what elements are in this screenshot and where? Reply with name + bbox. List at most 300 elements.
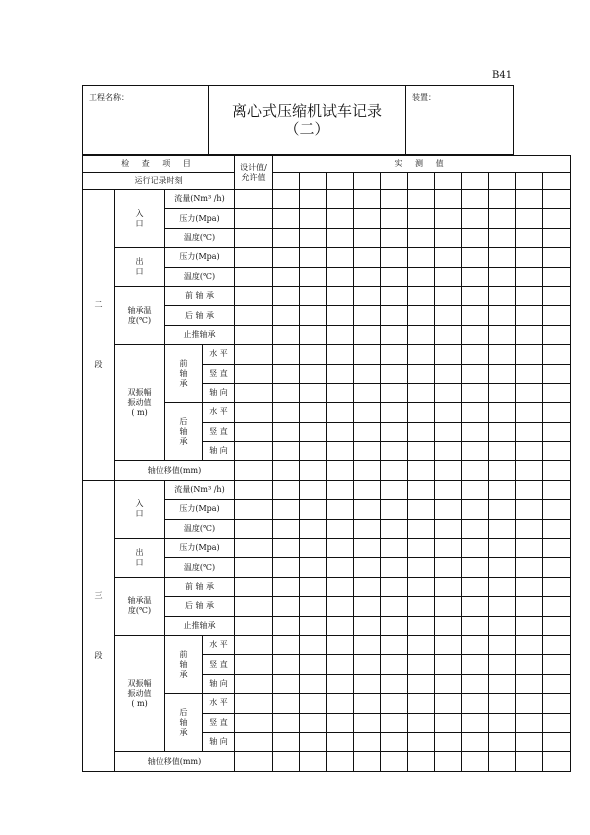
measure-cell[interactable] bbox=[435, 635, 462, 654]
measure-cell[interactable] bbox=[381, 519, 408, 538]
measure-cell[interactable] bbox=[408, 500, 435, 519]
measure-cell[interactable] bbox=[408, 442, 435, 461]
measure-cell[interactable] bbox=[381, 480, 408, 499]
measure-cell[interactable] bbox=[435, 539, 462, 558]
measure-cell[interactable] bbox=[300, 306, 327, 325]
measure-cell[interactable] bbox=[354, 461, 381, 480]
measure-cell[interactable] bbox=[408, 694, 435, 713]
measure-cell[interactable] bbox=[435, 228, 462, 247]
measure-cell[interactable] bbox=[516, 209, 543, 228]
measure-cell[interactable] bbox=[489, 635, 516, 654]
measure-cell[interactable] bbox=[327, 752, 354, 771]
measure-cell[interactable] bbox=[354, 286, 381, 305]
measure-cell[interactable] bbox=[543, 422, 571, 441]
measure-cell[interactable] bbox=[300, 694, 327, 713]
measure-cell[interactable] bbox=[435, 500, 462, 519]
measure-cell[interactable] bbox=[489, 539, 516, 558]
measure-cell[interactable] bbox=[327, 364, 354, 383]
measure-cell[interactable] bbox=[327, 713, 354, 732]
measure-cell[interactable] bbox=[300, 248, 327, 267]
measure-cell[interactable] bbox=[273, 403, 300, 422]
measure-cell[interactable] bbox=[435, 364, 462, 383]
measure-cell[interactable] bbox=[543, 442, 571, 461]
measure-cell[interactable] bbox=[543, 345, 571, 364]
measure-cell[interactable] bbox=[327, 228, 354, 247]
measure-cell[interactable] bbox=[381, 228, 408, 247]
measure-cell[interactable] bbox=[543, 539, 571, 558]
measure-cell[interactable] bbox=[543, 267, 571, 286]
measure-cell[interactable] bbox=[381, 616, 408, 635]
measure-cell[interactable] bbox=[435, 519, 462, 538]
measure-cell[interactable] bbox=[516, 461, 543, 480]
measure-cell[interactable] bbox=[273, 267, 300, 286]
measure-cell[interactable] bbox=[516, 267, 543, 286]
measure-cell[interactable] bbox=[489, 732, 516, 751]
measure-cell[interactable] bbox=[354, 500, 381, 519]
measure-cell[interactable] bbox=[235, 228, 273, 247]
measure-cell[interactable] bbox=[516, 597, 543, 616]
measure-cell[interactable] bbox=[462, 364, 489, 383]
measure-cell[interactable] bbox=[300, 674, 327, 693]
measure-cell[interactable] bbox=[327, 267, 354, 286]
measure-cell[interactable] bbox=[462, 228, 489, 247]
measure-cell[interactable] bbox=[489, 403, 516, 422]
measure-cell[interactable] bbox=[381, 674, 408, 693]
measure-cell[interactable] bbox=[300, 655, 327, 674]
measure-cell[interactable] bbox=[300, 228, 327, 247]
measure-cell[interactable] bbox=[543, 597, 571, 616]
measure-cell[interactable] bbox=[381, 752, 408, 771]
measure-cell[interactable] bbox=[462, 383, 489, 402]
measure-cell[interactable] bbox=[543, 635, 571, 654]
project-name-cell[interactable] bbox=[83, 86, 209, 154]
measure-cell[interactable] bbox=[273, 422, 300, 441]
time-cell[interactable] bbox=[273, 173, 300, 190]
measure-cell[interactable] bbox=[381, 577, 408, 596]
measure-cell[interactable] bbox=[489, 267, 516, 286]
measure-cell[interactable] bbox=[381, 635, 408, 654]
measure-cell[interactable] bbox=[489, 558, 516, 577]
measure-cell[interactable] bbox=[408, 306, 435, 325]
measure-cell[interactable] bbox=[273, 345, 300, 364]
measure-cell[interactable] bbox=[327, 558, 354, 577]
measure-cell[interactable] bbox=[300, 461, 327, 480]
measure-cell[interactable] bbox=[381, 442, 408, 461]
measure-cell[interactable] bbox=[462, 306, 489, 325]
measure-cell[interactable] bbox=[543, 577, 571, 596]
measure-cell[interactable] bbox=[516, 539, 543, 558]
measure-cell[interactable] bbox=[462, 732, 489, 751]
measure-cell[interactable] bbox=[435, 577, 462, 596]
measure-cell[interactable] bbox=[462, 422, 489, 441]
measure-cell[interactable] bbox=[327, 519, 354, 538]
measure-cell[interactable] bbox=[408, 519, 435, 538]
measure-cell[interactable] bbox=[327, 597, 354, 616]
measure-cell[interactable] bbox=[462, 577, 489, 596]
measure-cell[interactable] bbox=[543, 655, 571, 674]
measure-cell[interactable] bbox=[300, 190, 327, 209]
measure-cell[interactable] bbox=[235, 286, 273, 305]
measure-cell[interactable] bbox=[408, 616, 435, 635]
measure-cell[interactable] bbox=[235, 752, 273, 771]
measure-cell[interactable] bbox=[300, 267, 327, 286]
measure-cell[interactable] bbox=[381, 403, 408, 422]
measure-cell[interactable] bbox=[489, 519, 516, 538]
measure-cell[interactable] bbox=[543, 713, 571, 732]
measure-cell[interactable] bbox=[435, 383, 462, 402]
measure-cell[interactable] bbox=[408, 558, 435, 577]
measure-cell[interactable] bbox=[354, 616, 381, 635]
measure-cell[interactable] bbox=[327, 345, 354, 364]
measure-cell[interactable] bbox=[300, 616, 327, 635]
measure-cell[interactable] bbox=[327, 325, 354, 344]
measure-cell[interactable] bbox=[381, 461, 408, 480]
measure-cell[interactable] bbox=[354, 655, 381, 674]
measure-cell[interactable] bbox=[327, 674, 354, 693]
measure-cell[interactable] bbox=[300, 635, 327, 654]
time-cell[interactable] bbox=[354, 173, 381, 190]
measure-cell[interactable] bbox=[489, 713, 516, 732]
measure-cell[interactable] bbox=[543, 306, 571, 325]
measure-cell[interactable] bbox=[327, 383, 354, 402]
measure-cell[interactable] bbox=[516, 500, 543, 519]
measure-cell[interactable] bbox=[408, 480, 435, 499]
measure-cell[interactable] bbox=[273, 442, 300, 461]
measure-cell[interactable] bbox=[235, 732, 273, 751]
measure-cell[interactable] bbox=[354, 364, 381, 383]
measure-cell[interactable] bbox=[354, 519, 381, 538]
time-cell[interactable] bbox=[381, 173, 408, 190]
measure-cell[interactable] bbox=[516, 248, 543, 267]
measure-cell[interactable] bbox=[543, 209, 571, 228]
measure-cell[interactable] bbox=[354, 209, 381, 228]
measure-cell[interactable] bbox=[381, 597, 408, 616]
measure-cell[interactable] bbox=[516, 403, 543, 422]
measure-cell[interactable] bbox=[235, 383, 273, 402]
measure-cell[interactable] bbox=[273, 713, 300, 732]
measure-cell[interactable] bbox=[435, 422, 462, 441]
measure-cell[interactable] bbox=[273, 752, 300, 771]
measure-cell[interactable] bbox=[543, 461, 571, 480]
measure-cell[interactable] bbox=[273, 383, 300, 402]
measure-cell[interactable] bbox=[462, 500, 489, 519]
measure-cell[interactable] bbox=[435, 325, 462, 344]
measure-cell[interactable] bbox=[435, 442, 462, 461]
measure-cell[interactable] bbox=[235, 461, 273, 480]
measure-cell[interactable] bbox=[354, 422, 381, 441]
measure-cell[interactable] bbox=[273, 558, 300, 577]
measure-cell[interactable] bbox=[489, 461, 516, 480]
measure-cell[interactable] bbox=[462, 713, 489, 732]
measure-cell[interactable] bbox=[381, 655, 408, 674]
measure-cell[interactable] bbox=[489, 306, 516, 325]
measure-cell[interactable] bbox=[327, 655, 354, 674]
measure-cell[interactable] bbox=[408, 635, 435, 654]
measure-cell[interactable] bbox=[435, 403, 462, 422]
measure-cell[interactable] bbox=[300, 752, 327, 771]
measure-cell[interactable] bbox=[327, 248, 354, 267]
measure-cell[interactable] bbox=[435, 752, 462, 771]
measure-cell[interactable] bbox=[408, 248, 435, 267]
measure-cell[interactable] bbox=[543, 694, 571, 713]
time-cell[interactable] bbox=[408, 173, 435, 190]
measure-cell[interactable] bbox=[327, 306, 354, 325]
measure-cell[interactable] bbox=[462, 190, 489, 209]
measure-cell[interactable] bbox=[235, 694, 273, 713]
measure-cell[interactable] bbox=[235, 403, 273, 422]
measure-cell[interactable] bbox=[543, 519, 571, 538]
measure-cell[interactable] bbox=[273, 306, 300, 325]
measure-cell[interactable] bbox=[543, 383, 571, 402]
measure-cell[interactable] bbox=[354, 480, 381, 499]
measure-cell[interactable] bbox=[543, 480, 571, 499]
measure-cell[interactable] bbox=[381, 422, 408, 441]
measure-cell[interactable] bbox=[354, 306, 381, 325]
measure-cell[interactable] bbox=[543, 674, 571, 693]
measure-cell[interactable] bbox=[327, 461, 354, 480]
measure-cell[interactable] bbox=[408, 286, 435, 305]
measure-cell[interactable] bbox=[381, 286, 408, 305]
measure-cell[interactable] bbox=[516, 558, 543, 577]
measure-cell[interactable] bbox=[435, 597, 462, 616]
measure-cell[interactable] bbox=[381, 190, 408, 209]
measure-cell[interactable] bbox=[408, 752, 435, 771]
measure-cell[interactable] bbox=[435, 558, 462, 577]
measure-cell[interactable] bbox=[273, 694, 300, 713]
measure-cell[interactable] bbox=[300, 345, 327, 364]
measure-cell[interactable] bbox=[354, 403, 381, 422]
measure-cell[interactable] bbox=[300, 364, 327, 383]
measure-cell[interactable] bbox=[516, 752, 543, 771]
measure-cell[interactable] bbox=[543, 248, 571, 267]
time-cell[interactable] bbox=[435, 173, 462, 190]
measure-cell[interactable] bbox=[300, 286, 327, 305]
measure-cell[interactable] bbox=[235, 190, 273, 209]
measure-cell[interactable] bbox=[273, 461, 300, 480]
measure-cell[interactable] bbox=[235, 422, 273, 441]
measure-cell[interactable] bbox=[300, 597, 327, 616]
measure-cell[interactable] bbox=[516, 713, 543, 732]
measure-cell[interactable] bbox=[408, 325, 435, 344]
measure-cell[interactable] bbox=[462, 616, 489, 635]
measure-cell[interactable] bbox=[435, 209, 462, 228]
measure-cell[interactable] bbox=[543, 500, 571, 519]
measure-cell[interactable] bbox=[489, 364, 516, 383]
measure-cell[interactable] bbox=[435, 267, 462, 286]
measure-cell[interactable] bbox=[489, 345, 516, 364]
measure-cell[interactable] bbox=[435, 713, 462, 732]
measure-cell[interactable] bbox=[516, 442, 543, 461]
measure-cell[interactable] bbox=[327, 694, 354, 713]
measure-cell[interactable] bbox=[435, 248, 462, 267]
measure-cell[interactable] bbox=[273, 480, 300, 499]
measure-cell[interactable] bbox=[489, 500, 516, 519]
measure-cell[interactable] bbox=[489, 422, 516, 441]
measure-cell[interactable] bbox=[516, 674, 543, 693]
measure-cell[interactable] bbox=[435, 616, 462, 635]
measure-cell[interactable] bbox=[273, 635, 300, 654]
measure-cell[interactable] bbox=[408, 732, 435, 751]
measure-cell[interactable] bbox=[462, 461, 489, 480]
measure-cell[interactable] bbox=[354, 713, 381, 732]
measure-cell[interactable] bbox=[381, 248, 408, 267]
measure-cell[interactable] bbox=[381, 713, 408, 732]
measure-cell[interactable] bbox=[408, 190, 435, 209]
measure-cell[interactable] bbox=[408, 577, 435, 596]
measure-cell[interactable] bbox=[273, 190, 300, 209]
measure-cell[interactable] bbox=[516, 286, 543, 305]
measure-cell[interactable] bbox=[543, 228, 571, 247]
measure-cell[interactable] bbox=[408, 345, 435, 364]
measure-cell[interactable] bbox=[516, 383, 543, 402]
measure-cell[interactable] bbox=[300, 558, 327, 577]
measure-cell[interactable] bbox=[462, 539, 489, 558]
measure-cell[interactable] bbox=[516, 345, 543, 364]
measure-cell[interactable] bbox=[235, 713, 273, 732]
measure-cell[interactable] bbox=[273, 228, 300, 247]
measure-cell[interactable] bbox=[543, 190, 571, 209]
measure-cell[interactable] bbox=[408, 364, 435, 383]
time-cell[interactable] bbox=[516, 173, 543, 190]
measure-cell[interactable] bbox=[435, 190, 462, 209]
measure-cell[interactable] bbox=[381, 383, 408, 402]
measure-cell[interactable] bbox=[435, 345, 462, 364]
measure-cell[interactable] bbox=[543, 732, 571, 751]
measure-cell[interactable] bbox=[327, 577, 354, 596]
measure-cell[interactable] bbox=[489, 442, 516, 461]
measure-cell[interactable] bbox=[327, 539, 354, 558]
measure-cell[interactable] bbox=[408, 539, 435, 558]
measure-cell[interactable] bbox=[354, 558, 381, 577]
measure-cell[interactable] bbox=[489, 597, 516, 616]
measure-cell[interactable] bbox=[273, 209, 300, 228]
measure-cell[interactable] bbox=[300, 539, 327, 558]
measure-cell[interactable] bbox=[381, 732, 408, 751]
measure-cell[interactable] bbox=[273, 597, 300, 616]
measure-cell[interactable] bbox=[273, 577, 300, 596]
measure-cell[interactable] bbox=[354, 732, 381, 751]
measure-cell[interactable] bbox=[408, 228, 435, 247]
measure-cell[interactable] bbox=[408, 655, 435, 674]
measure-cell[interactable] bbox=[354, 694, 381, 713]
measure-cell[interactable] bbox=[516, 306, 543, 325]
measure-cell[interactable] bbox=[516, 519, 543, 538]
measure-cell[interactable] bbox=[300, 577, 327, 596]
measure-cell[interactable] bbox=[543, 403, 571, 422]
measure-cell[interactable] bbox=[300, 713, 327, 732]
measure-cell[interactable] bbox=[516, 655, 543, 674]
measure-cell[interactable] bbox=[516, 190, 543, 209]
measure-cell[interactable] bbox=[435, 286, 462, 305]
measure-cell[interactable] bbox=[489, 286, 516, 305]
measure-cell[interactable] bbox=[235, 539, 273, 558]
measure-cell[interactable] bbox=[516, 616, 543, 635]
measure-cell[interactable] bbox=[489, 616, 516, 635]
measure-cell[interactable] bbox=[235, 500, 273, 519]
measure-cell[interactable] bbox=[435, 674, 462, 693]
measure-cell[interactable] bbox=[273, 364, 300, 383]
measure-cell[interactable] bbox=[354, 674, 381, 693]
measure-cell[interactable] bbox=[462, 345, 489, 364]
measure-cell[interactable] bbox=[300, 480, 327, 499]
measure-cell[interactable] bbox=[435, 480, 462, 499]
measure-cell[interactable] bbox=[381, 267, 408, 286]
measure-cell[interactable] bbox=[327, 732, 354, 751]
time-cell[interactable] bbox=[300, 173, 327, 190]
measure-cell[interactable] bbox=[462, 480, 489, 499]
measure-cell[interactable] bbox=[381, 500, 408, 519]
time-cell[interactable] bbox=[462, 173, 489, 190]
measure-cell[interactable] bbox=[273, 248, 300, 267]
measure-cell[interactable] bbox=[516, 325, 543, 344]
measure-cell[interactable] bbox=[273, 519, 300, 538]
measure-cell[interactable] bbox=[327, 500, 354, 519]
measure-cell[interactable] bbox=[408, 383, 435, 402]
measure-cell[interactable] bbox=[489, 674, 516, 693]
measure-cell[interactable] bbox=[300, 325, 327, 344]
measure-cell[interactable] bbox=[543, 752, 571, 771]
measure-cell[interactable] bbox=[273, 732, 300, 751]
measure-cell[interactable] bbox=[300, 403, 327, 422]
measure-cell[interactable] bbox=[235, 325, 273, 344]
measure-cell[interactable] bbox=[516, 364, 543, 383]
time-cell[interactable] bbox=[543, 173, 571, 190]
measure-cell[interactable] bbox=[543, 616, 571, 635]
measure-cell[interactable] bbox=[462, 442, 489, 461]
measure-cell[interactable] bbox=[235, 519, 273, 538]
measure-cell[interactable] bbox=[235, 306, 273, 325]
measure-cell[interactable] bbox=[354, 752, 381, 771]
measure-cell[interactable] bbox=[235, 364, 273, 383]
measure-cell[interactable] bbox=[381, 345, 408, 364]
measure-cell[interactable] bbox=[489, 209, 516, 228]
measure-cell[interactable] bbox=[381, 325, 408, 344]
measure-cell[interactable] bbox=[462, 558, 489, 577]
measure-cell[interactable] bbox=[354, 597, 381, 616]
measure-cell[interactable] bbox=[300, 500, 327, 519]
measure-cell[interactable] bbox=[354, 325, 381, 344]
measure-cell[interactable] bbox=[327, 209, 354, 228]
measure-cell[interactable] bbox=[516, 422, 543, 441]
measure-cell[interactable] bbox=[381, 209, 408, 228]
measure-cell[interactable] bbox=[300, 209, 327, 228]
time-cell[interactable] bbox=[489, 173, 516, 190]
time-cell[interactable] bbox=[327, 173, 354, 190]
measure-cell[interactable] bbox=[235, 209, 273, 228]
measure-cell[interactable] bbox=[462, 752, 489, 771]
measure-cell[interactable] bbox=[489, 655, 516, 674]
measure-cell[interactable] bbox=[462, 403, 489, 422]
measure-cell[interactable] bbox=[408, 713, 435, 732]
measure-cell[interactable] bbox=[354, 248, 381, 267]
measure-cell[interactable] bbox=[235, 674, 273, 693]
measure-cell[interactable] bbox=[381, 558, 408, 577]
measure-cell[interactable] bbox=[327, 442, 354, 461]
measure-cell[interactable] bbox=[354, 539, 381, 558]
measure-cell[interactable] bbox=[408, 674, 435, 693]
measure-cell[interactable] bbox=[516, 732, 543, 751]
measure-cell[interactable] bbox=[273, 325, 300, 344]
measure-cell[interactable] bbox=[354, 635, 381, 654]
measure-cell[interactable] bbox=[300, 442, 327, 461]
measure-cell[interactable] bbox=[408, 403, 435, 422]
measure-cell[interactable] bbox=[235, 577, 273, 596]
measure-cell[interactable] bbox=[327, 190, 354, 209]
measure-cell[interactable] bbox=[435, 306, 462, 325]
measure-cell[interactable] bbox=[489, 480, 516, 499]
measure-cell[interactable] bbox=[408, 422, 435, 441]
measure-cell[interactable] bbox=[354, 383, 381, 402]
